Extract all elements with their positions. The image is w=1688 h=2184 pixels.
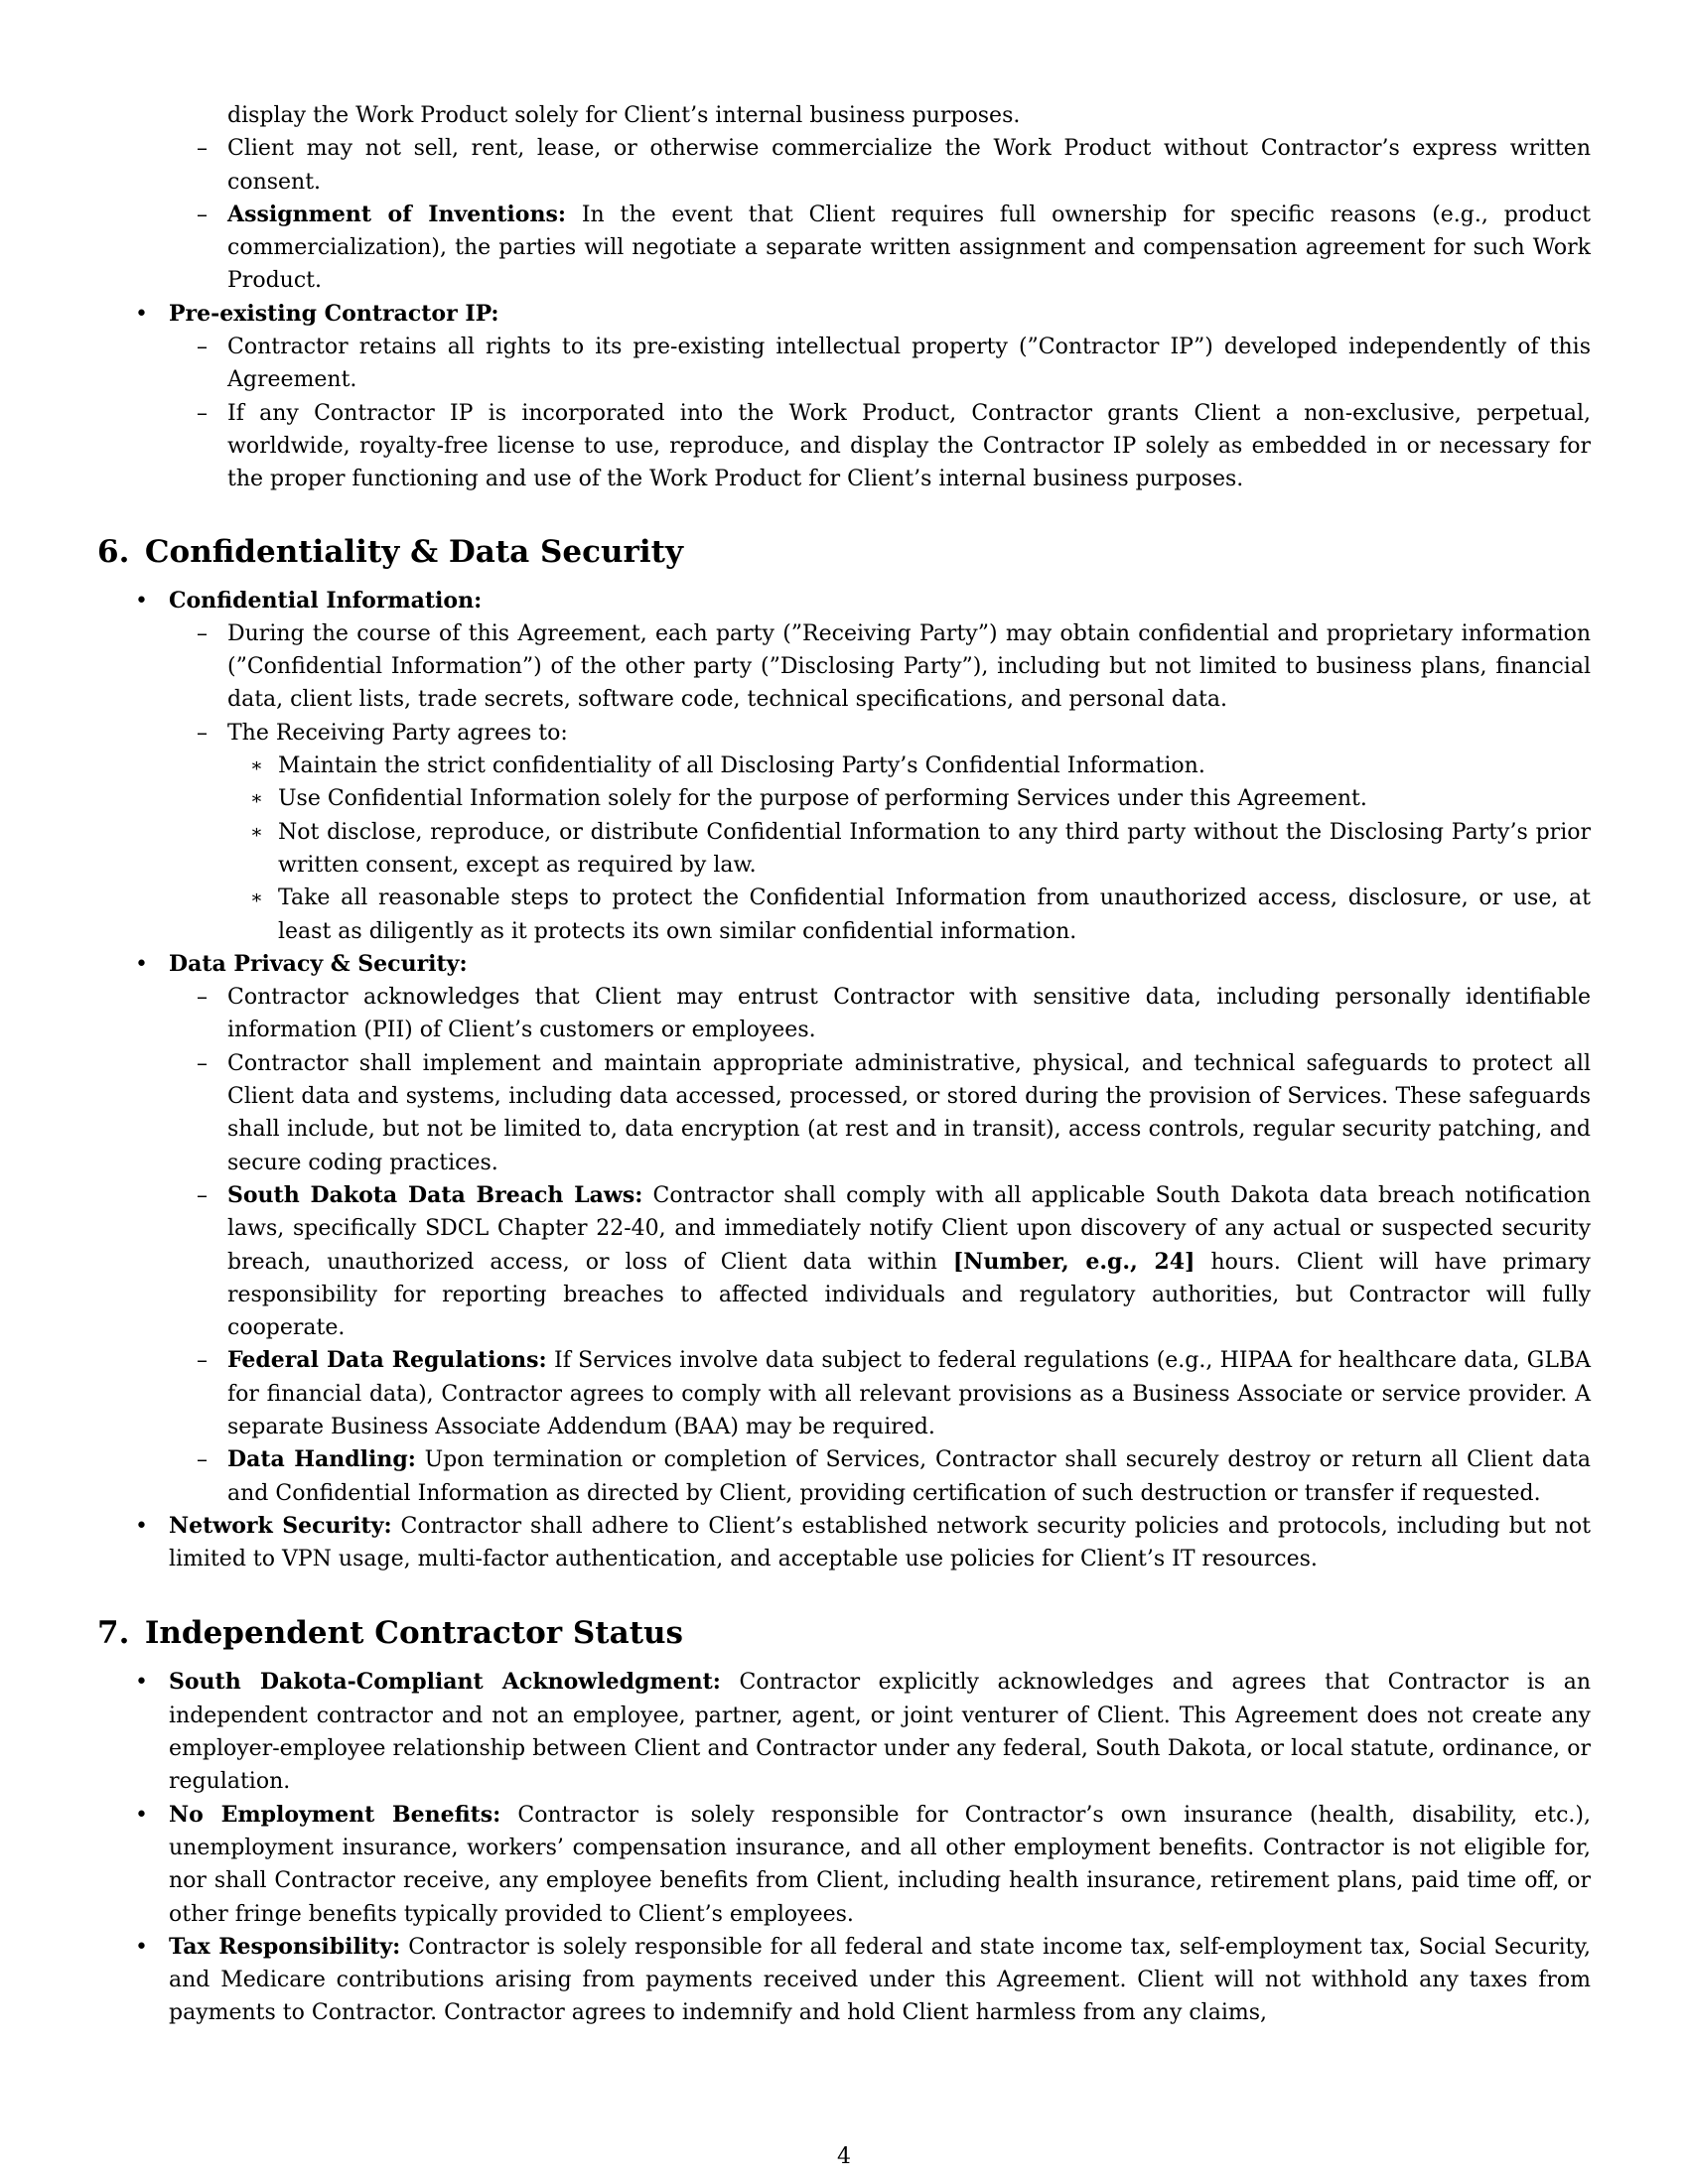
- item-text: Contractor shall implement and maintain appropriate administrative, physical, and technical safeguards to protect all Client data and systems, including data accessed, processed, or stored during the provision of Services. These safeguards shall include, but not be limited to, data encryption (at rest and in transit), access controls, regular security patching, and secure coding practices.: [227, 1050, 1591, 1175]
- item-label: Pre-existing Contractor IP:: [169, 300, 499, 327]
- list-item: [97, 298, 1591, 331]
- dash-marker: –: [197, 985, 208, 1011]
- bullet-marker: •: [135, 1934, 148, 1960]
- item-label: Data Handling:: [227, 1446, 416, 1473]
- item-label: Federal Data Regulations:: [227, 1347, 547, 1374]
- item-text: Client may not sell, rent, lease, or otherwise commercialize the Work Product without Contractor’s express written consent.: [227, 136, 1591, 195]
- list-item: [97, 99, 1591, 132]
- list-item: [97, 1931, 1591, 2030]
- section-heading: 6. Confidentiality & Data Security: [97, 533, 683, 570]
- dash-marker: –: [197, 136, 208, 162]
- bullet-marker: •: [135, 1802, 148, 1828]
- item-label: South Dakota Data Breach Laws:: [227, 1181, 643, 1208]
- bullet-marker: •: [135, 588, 148, 614]
- dash-marker: –: [197, 1182, 208, 1208]
- list-item: [97, 585, 1591, 617]
- list-item: [97, 782, 1591, 815]
- dash-marker: –: [197, 400, 208, 426]
- page-content: [97, 99, 1591, 2030]
- list-item: [97, 617, 1591, 717]
- item-text: Contractor retains all rights to its pre-existing intellectual property (”Contractor IP”) developed independently of this Agreement.: [227, 335, 1591, 393]
- bullet-marker: •: [135, 301, 148, 327]
- list-item: [97, 1344, 1591, 1443]
- item-text: Contractor is solely responsible for Contractor’s own insurance (health, disability, etc.), unemployment insurance, workers’ compensation insurance, and all other employment benefits. Contractor is not eligible for, nor shall Contractor receive, any employee benefits from Client, including health insurance, retirement plans, paid time off, or other fringe benefits typically provided to Client’s employees.: [169, 1802, 1591, 1927]
- list-item: [97, 717, 1591, 750]
- item-text: In the event that Client requires full ownership for specific reasons (e.g., product commercialization), the parties will negotiate a separate written assignment and compensation agreement for such Work Product.: [227, 202, 1591, 294]
- item-text: During the course of this Agreement, each party (”Receiving Party”) may obtain confidential and proprietary information (”Confidential Information”) of the other party (”Disclosing Party”), including but not limited to business plans, financial data, client lists, trade secrets, software code, technical specifications, and personal data.: [227, 620, 1591, 713]
- placeholder-text: [Number, e.g., 24]: [952, 1248, 1196, 1275]
- item-label: Data Privacy & Security:: [169, 950, 468, 977]
- bullet-marker: •: [135, 1670, 148, 1696]
- item-text: Contractor shall comply with all applicable South Dakota data breach notification laws, specifically SDCL Chapter 22-40, and immediately notify Client upon discovery of any actual or suspected security breach, unauthorized access, or loss of Client data within: [227, 1182, 1592, 1275]
- item-label: South Dakota-Compliant Acknowledgment:: [169, 1669, 721, 1696]
- star-marker: ∗: [250, 887, 263, 909]
- item-text: Upon termination or completion of Services, Contractor shall securely destroy or return all Client data and Confidential Information as directed by Client, providing certification of such destruction or transfer if requested.: [227, 1447, 1591, 1506]
- list-item: [97, 1510, 1591, 1576]
- list-item: [97, 981, 1591, 1047]
- item-text: Contractor acknowledges that Client may entrust Contractor with sensitive data, including personally identifiable information (PII) of Client’s customers or employees.: [227, 985, 1591, 1043]
- list-item: [97, 816, 1591, 883]
- list-item: [97, 1666, 1591, 1798]
- dash-marker: –: [197, 620, 208, 646]
- page-number: 4: [837, 2144, 851, 2169]
- item-text: If Services involve data subject to federal regulations (e.g., HIPAA for healthcare data, GLBA for financial data), Contractor agrees to comply with all relevant provisions as a Business Associate or service provider. A separate Business Associate Addendum (BAA) may be required.: [227, 1348, 1591, 1439]
- item-text: display the Work Product solely for Client’s internal business purposes.: [227, 103, 1021, 128]
- bullet-marker: •: [135, 1513, 148, 1539]
- list-item: [97, 882, 1591, 948]
- dash-marker: –: [197, 720, 208, 746]
- item-label: Confidential Information:: [169, 587, 483, 614]
- item-label: Tax Responsibility:: [169, 1933, 401, 1960]
- list-item: [97, 132, 1591, 199]
- list-item: [97, 1443, 1591, 1510]
- list-item: [97, 1179, 1591, 1344]
- dash-marker: –: [197, 1348, 208, 1374]
- item-label: Network Security:: [169, 1512, 392, 1539]
- star-marker: ∗: [250, 820, 263, 843]
- item-text: The Receiving Party agrees to:: [227, 720, 568, 746]
- list-item: [97, 397, 1591, 496]
- item-text: Contractor is solely responsible for all federal and state income tax, self-employment tax, Social Security, and Medicare contributions arising from payments received under this Agreement. Client will not withhold any taxes from payments to Contractor. Contractor agrees to indemnify and hold Client harmless from any claims,: [169, 1934, 1592, 2026]
- item-text: Contractor shall adhere to Client’s established network security policies and protocols, including but not limited to VPN usage, multi-factor authentication, and acceptable use policies for Client’s IT resources.: [169, 1513, 1591, 1572]
- star-marker: ∗: [250, 787, 263, 810]
- list-item: [97, 750, 1591, 782]
- item-text: Maintain the strict confidentiality of all Disclosing Party’s Confidential Information.: [278, 753, 1205, 779]
- dash-marker: –: [197, 1447, 208, 1473]
- list-item: [97, 1799, 1591, 1931]
- item-text: If any Contractor IP is incorporated into the Work Product, Contractor grants Client a non-exclusive, perpetual, worldwide, royalty-free license to use, reproduce, and display the Contractor IP solely as embedded in or necessary for the proper functioning and use of the Work Product for Client’s internal business purposes.: [227, 400, 1591, 492]
- item-text: Contractor explicitly acknowledges and agrees that Contractor is an independent contractor and not an employee, partner, agent, or joint venturer of Client. This Agreement does not create any employer-employee relationship between Client and Contractor under any federal, South Dakota, or local statute, ordinance, or regulation.: [169, 1670, 1591, 1795]
- list-item: [97, 331, 1591, 397]
- list-item: [97, 199, 1591, 298]
- bullet-marker: •: [135, 951, 148, 977]
- dash-marker: –: [197, 335, 208, 360]
- section-heading: 7. Independent Contractor Status: [97, 1615, 684, 1652]
- item-text: Use Confidential Information solely for the purpose of performing Services under this Agreement.: [278, 786, 1367, 812]
- item-text: Not disclose, reproduce, or distribute Confidential Information to any third party without the Disclosing Party’s prior written consent, except as required by law.: [278, 819, 1591, 878]
- item-label: No Employment Benefits:: [169, 1801, 501, 1828]
- item-label: Assignment of Inventions:: [227, 201, 566, 227]
- list-item: [97, 1047, 1591, 1179]
- item-text: hours. Client will have primary responsibility for reporting breaches to affected individuals and regulatory authorities, but Contractor will fully cooperate.: [227, 1249, 1591, 1341]
- dash-marker: –: [197, 1050, 208, 1076]
- star-marker: ∗: [250, 754, 263, 777]
- item-text: Take all reasonable steps to protect the Confidential Information from unauthorized access, disclosure, or use, at least as diligently as it protects its own similar confidential information.: [278, 886, 1591, 944]
- list-item: [97, 948, 1591, 981]
- dash-marker: –: [197, 202, 208, 227]
